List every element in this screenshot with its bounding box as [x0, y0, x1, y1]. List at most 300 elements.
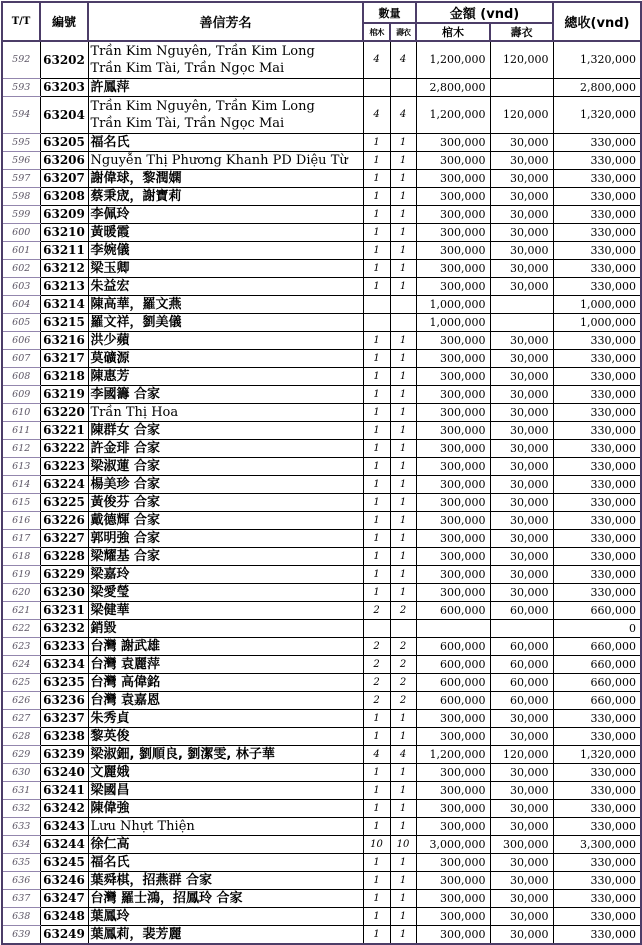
amount-shroud-cell: 30,000: [490, 853, 553, 871]
qty-shroud-cell: [390, 313, 416, 331]
amount-shroud-cell: 30,000: [490, 907, 553, 925]
donor-name-cell: [88, 313, 363, 331]
table-row: [2, 169, 641, 187]
donor-name-cell: [88, 907, 363, 925]
donor-name-cell: [88, 583, 363, 601]
col-subheader-amt-shroud: 壽衣: [490, 23, 553, 41]
qty-coffin-cell: [363, 78, 390, 96]
amount-coffin-cell: 300,000: [416, 259, 490, 277]
code-cell: 63244: [40, 835, 88, 853]
table-row: [2, 565, 641, 583]
code-cell: 63223: [40, 457, 88, 475]
qty-coffin-cell: 1: [363, 349, 390, 367]
row-number-cell: 635: [2, 853, 40, 871]
amount-coffin-cell: 300,000: [416, 925, 490, 944]
donor-name-line: 莫礦源: [90, 350, 130, 366]
row-number-cell: 601: [2, 241, 40, 259]
qty-shroud-cell: 1: [390, 583, 416, 601]
donor-name-line: 朱秀貞: [90, 710, 130, 726]
amount-shroud-cell: 30,000: [490, 205, 553, 223]
amount-coffin-cell: 1,000,000: [416, 313, 490, 331]
qty-shroud-cell: 2: [390, 655, 416, 673]
amount-coffin-cell: 300,000: [416, 277, 490, 295]
amount-shroud-cell: 30,000: [490, 925, 553, 944]
donor-name-line: 李國籌 合家: [90, 386, 161, 402]
table-row: [2, 925, 641, 944]
qty-coffin-cell: 2: [363, 601, 390, 619]
amount-coffin-cell: 300,000: [416, 781, 490, 799]
donor-name-line: 梁健華: [90, 602, 130, 618]
qty-shroud-cell: 10: [390, 835, 416, 853]
total-cell: 330,000: [553, 889, 641, 907]
qty-coffin-cell: 1: [363, 781, 390, 799]
donor-name-cell: [88, 871, 363, 889]
code-cell: 63247: [40, 889, 88, 907]
amount-coffin-cell: 300,000: [416, 133, 490, 151]
row-number-cell: 630: [2, 763, 40, 781]
qty-coffin-cell: 1: [363, 223, 390, 241]
qty-coffin-cell: 1: [363, 367, 390, 385]
amount-shroud-cell: [490, 295, 553, 313]
code-cell: 63249: [40, 925, 88, 944]
qty-shroud-cell: 1: [390, 223, 416, 241]
code-cell: 63238: [40, 727, 88, 745]
table-row: [2, 583, 641, 601]
qty-shroud-cell: 1: [390, 853, 416, 871]
table-row: [2, 475, 641, 493]
amount-coffin-cell: 300,000: [416, 799, 490, 817]
amount-shroud-cell: 30,000: [490, 241, 553, 259]
donor-name-line: 梁淑鈿, 劉順良, 劉潔雯, 林子華: [90, 746, 275, 762]
donor-name-line: Trần Kim Tài, Trần Ngọc Mai: [90, 60, 285, 76]
donor-name-line: 梁愛瑩: [90, 584, 130, 600]
donor-name-line: 黃俊芬 合家: [90, 494, 161, 510]
amount-coffin-cell: 600,000: [416, 637, 490, 655]
amount-shroud-cell: 30,000: [490, 151, 553, 169]
total-cell: 330,000: [553, 727, 641, 745]
qty-shroud-cell: 1: [390, 259, 416, 277]
amount-shroud-cell: 30,000: [490, 763, 553, 781]
row-number-cell: 615: [2, 493, 40, 511]
qty-shroud-cell: 1: [390, 763, 416, 781]
donor-name-cell: [88, 835, 363, 853]
qty-shroud-cell: 1: [390, 439, 416, 457]
amount-coffin-cell: 300,000: [416, 529, 490, 547]
row-number-cell: 628: [2, 727, 40, 745]
donor-name-line: 福名氏: [90, 854, 130, 870]
col-header-code: 編號: [40, 2, 88, 41]
row-number-cell: 595: [2, 133, 40, 151]
table-row: [2, 511, 641, 529]
code-cell: 63211: [40, 241, 88, 259]
code-cell: 63205: [40, 133, 88, 151]
amount-shroud-cell: 30,000: [490, 565, 553, 583]
qty-shroud-cell: 1: [390, 817, 416, 835]
row-number-cell: 613: [2, 457, 40, 475]
donor-name-line: 黃暖霞: [90, 224, 130, 240]
amount-shroud-cell: 30,000: [490, 493, 553, 511]
amount-coffin-cell: 300,000: [416, 853, 490, 871]
qty-coffin-cell: [363, 619, 390, 637]
table-row: [2, 96, 641, 133]
qty-shroud-cell: 1: [390, 457, 416, 475]
table-row: [2, 781, 641, 799]
total-cell: 330,000: [553, 241, 641, 259]
table-row: [2, 277, 641, 295]
amount-shroud-cell: 30,000: [490, 583, 553, 601]
donor-name-line: 黎英俊: [90, 728, 130, 744]
donor-name-cell: [88, 925, 363, 944]
row-number-cell: 610: [2, 403, 40, 421]
row-number-cell: 632: [2, 799, 40, 817]
table-row: [2, 241, 641, 259]
donor-name-cell: [88, 763, 363, 781]
qty-coffin-cell: 1: [363, 925, 390, 944]
donor-name-cell: [88, 745, 363, 763]
row-number-cell: 597: [2, 169, 40, 187]
amount-coffin-cell: 2,800,000: [416, 78, 490, 96]
total-cell: 330,000: [553, 331, 641, 349]
total-cell: 330,000: [553, 277, 641, 295]
total-cell: 330,000: [553, 367, 641, 385]
table-header: [2, 2, 641, 41]
donor-name-line: Lưu Nhựt Thiện: [90, 818, 195, 834]
qty-coffin-cell: 1: [363, 907, 390, 925]
qty-shroud-cell: 4: [390, 96, 416, 133]
code-cell: 63232: [40, 619, 88, 637]
qty-coffin-cell: 1: [363, 871, 390, 889]
total-cell: 330,000: [553, 853, 641, 871]
donor-name-line: 楊美珍 合家: [90, 476, 161, 492]
donor-name-cell: [88, 799, 363, 817]
amount-coffin-cell: 300,000: [416, 763, 490, 781]
amount-shroud-cell: 30,000: [490, 817, 553, 835]
table-row: [2, 745, 641, 763]
table-row: [2, 331, 641, 349]
qty-shroud-cell: 1: [390, 907, 416, 925]
qty-coffin-cell: 10: [363, 835, 390, 853]
donation-ledger-table: [1, 1, 642, 945]
amount-shroud-cell: 30,000: [490, 439, 553, 457]
row-number-cell: 609: [2, 385, 40, 403]
total-cell: 660,000: [553, 601, 641, 619]
donor-name-line: 台灣 高偉銘: [90, 674, 161, 690]
qty-shroud-cell: [390, 295, 416, 313]
total-cell: 1,320,000: [553, 96, 641, 133]
row-number-cell: 621: [2, 601, 40, 619]
row-number-cell: 604: [2, 295, 40, 313]
donor-name-cell: [88, 493, 363, 511]
table-row: [2, 421, 641, 439]
amount-shroud-cell: 300,000: [490, 835, 553, 853]
donor-name-line: Nguyễn Thị Phương Khanh PD Diệu Từ: [90, 152, 348, 168]
donor-name-line: 陳偉強: [90, 800, 130, 816]
row-number-cell: 618: [2, 547, 40, 565]
amount-shroud-cell: [490, 619, 553, 637]
qty-shroud-cell: 1: [390, 403, 416, 421]
donor-name-line: 台灣 羅士鴻，招鳳玲 合家: [90, 890, 243, 906]
total-cell: 330,000: [553, 907, 641, 925]
amount-coffin-cell: 300,000: [416, 511, 490, 529]
code-cell: 63246: [40, 871, 88, 889]
row-number-cell: 638: [2, 907, 40, 925]
code-cell: 63227: [40, 529, 88, 547]
donor-name-line: Trần Kim Nguyên, Trần Kim Long: [90, 43, 315, 59]
donor-name-cell: [88, 331, 363, 349]
qty-shroud-cell: 4: [390, 41, 416, 78]
total-cell: 330,000: [553, 781, 641, 799]
donor-name-line: 台灣 袁麗萍: [90, 656, 161, 672]
donor-name-cell: [88, 637, 363, 655]
table-row: [2, 457, 641, 475]
table-row: [2, 313, 641, 331]
donor-name-line: 戴德輝 合家: [90, 512, 161, 528]
code-cell: 63226: [40, 511, 88, 529]
qty-coffin-cell: 1: [363, 151, 390, 169]
code-cell: 63233: [40, 637, 88, 655]
amount-shroud-cell: 30,000: [490, 403, 553, 421]
total-cell: 330,000: [553, 259, 641, 277]
donor-name-line: 朱益宏: [90, 278, 130, 294]
qty-coffin-cell: 1: [363, 133, 390, 151]
donor-name-cell: [88, 223, 363, 241]
donor-name-cell: [88, 133, 363, 151]
amount-shroud-cell: 30,000: [490, 529, 553, 547]
donor-name-cell: [88, 853, 363, 871]
code-cell: 63216: [40, 331, 88, 349]
qty-shroud-cell: [390, 619, 416, 637]
code-cell: 63234: [40, 655, 88, 673]
qty-coffin-cell: 1: [363, 583, 390, 601]
qty-coffin-cell: [363, 295, 390, 313]
total-cell: 330,000: [553, 349, 641, 367]
amount-shroud-cell: 30,000: [490, 709, 553, 727]
table-row: [2, 817, 641, 835]
qty-coffin-cell: 1: [363, 763, 390, 781]
donor-name-cell: [88, 277, 363, 295]
total-cell: 660,000: [553, 673, 641, 691]
col-header-tt: T/T: [2, 2, 40, 41]
amount-shroud-cell: 60,000: [490, 655, 553, 673]
total-cell: 330,000: [553, 511, 641, 529]
amount-shroud-cell: 30,000: [490, 259, 553, 277]
code-cell: 63215: [40, 313, 88, 331]
total-cell: 330,000: [553, 223, 641, 241]
total-cell: 660,000: [553, 691, 641, 709]
amount-shroud-cell: 120,000: [490, 745, 553, 763]
code-cell: 63209: [40, 205, 88, 223]
donor-name-cell: [88, 385, 363, 403]
table-row: [2, 78, 641, 96]
qty-coffin-cell: 2: [363, 655, 390, 673]
qty-shroud-cell: 1: [390, 925, 416, 944]
total-cell: 330,000: [553, 475, 641, 493]
code-cell: 63218: [40, 367, 88, 385]
amount-coffin-cell: 300,000: [416, 727, 490, 745]
amount-shroud-cell: 30,000: [490, 457, 553, 475]
qty-coffin-cell: 1: [363, 331, 390, 349]
donor-name-cell: [88, 439, 363, 457]
code-cell: 63208: [40, 187, 88, 205]
table-row: [2, 493, 641, 511]
donor-name-cell: [88, 41, 363, 78]
donor-name-cell: [88, 187, 363, 205]
donor-name-line: 李婉儀: [90, 242, 130, 258]
qty-shroud-cell: 1: [390, 493, 416, 511]
qty-coffin-cell: 1: [363, 889, 390, 907]
code-cell: 63221: [40, 421, 88, 439]
donor-name-line: 謝偉球，黎潤嫻: [90, 170, 182, 186]
total-cell: 330,000: [553, 529, 641, 547]
amount-coffin-cell: 300,000: [416, 709, 490, 727]
total-cell: 330,000: [553, 421, 641, 439]
amount-shroud-cell: 30,000: [490, 385, 553, 403]
row-number-cell: 617: [2, 529, 40, 547]
code-cell: 63230: [40, 583, 88, 601]
code-cell: 63210: [40, 223, 88, 241]
row-number-cell: 605: [2, 313, 40, 331]
table-row: [2, 727, 641, 745]
donor-name-line: 李佩玲: [90, 206, 130, 222]
donor-name-cell: [88, 475, 363, 493]
col-header-total: 總收(vnd): [553, 2, 641, 41]
amount-shroud-cell: 30,000: [490, 133, 553, 151]
qty-shroud-cell: 2: [390, 601, 416, 619]
donor-name-cell: [88, 241, 363, 259]
code-cell: 63212: [40, 259, 88, 277]
amount-shroud-cell: 60,000: [490, 637, 553, 655]
donor-name-line: 郭明強 合家: [90, 530, 161, 546]
qty-shroud-cell: 2: [390, 637, 416, 655]
amount-coffin-cell: 300,000: [416, 331, 490, 349]
table-row: [2, 637, 641, 655]
donor-name-line: 許金琲 合家: [90, 440, 161, 456]
qty-shroud-cell: 1: [390, 241, 416, 259]
code-cell: 63214: [40, 295, 88, 313]
code-cell: 63242: [40, 799, 88, 817]
qty-coffin-cell: 1: [363, 421, 390, 439]
qty-coffin-cell: 4: [363, 96, 390, 133]
col-subheader-qty-shroud: 壽衣: [390, 23, 416, 41]
row-number-cell: 612: [2, 439, 40, 457]
qty-coffin-cell: 1: [363, 259, 390, 277]
amount-coffin-cell: 300,000: [416, 547, 490, 565]
qty-shroud-cell: 1: [390, 511, 416, 529]
code-cell: 63225: [40, 493, 88, 511]
donor-name-cell: [88, 151, 363, 169]
code-cell: 63235: [40, 673, 88, 691]
table-row: [2, 529, 641, 547]
total-cell: 0: [553, 619, 641, 637]
amount-coffin-cell: 1,200,000: [416, 96, 490, 133]
amount-coffin-cell: 1,200,000: [416, 745, 490, 763]
qty-coffin-cell: 1: [363, 205, 390, 223]
total-cell: 330,000: [553, 385, 641, 403]
table-body: [2, 41, 641, 944]
total-cell: 330,000: [553, 403, 641, 421]
row-number-cell: 620: [2, 583, 40, 601]
qty-coffin-cell: 1: [363, 529, 390, 547]
table-row: [2, 223, 641, 241]
donor-name-line: Trần Kim Tài, Trần Ngọc Mai: [90, 115, 285, 131]
amount-coffin-cell: 1,000,000: [416, 295, 490, 313]
donor-name-cell: [88, 547, 363, 565]
row-number-cell: 603: [2, 277, 40, 295]
qty-coffin-cell: 1: [363, 241, 390, 259]
donor-name-cell: [88, 403, 363, 421]
amount-shroud-cell: 30,000: [490, 367, 553, 385]
amount-coffin-cell: 300,000: [416, 349, 490, 367]
donor-name-line: 葉鳳莉，裴芳麗: [90, 926, 182, 942]
table-row: [2, 349, 641, 367]
donor-name-line: 許鳳萍: [90, 79, 130, 95]
amount-shroud-cell: 30,000: [490, 781, 553, 799]
qty-shroud-cell: 2: [390, 691, 416, 709]
total-cell: 330,000: [553, 817, 641, 835]
total-cell: 330,000: [553, 457, 641, 475]
donor-name-line: 梁耀基 合家: [90, 548, 161, 564]
amount-coffin-cell: 300,000: [416, 367, 490, 385]
table-row: [2, 151, 641, 169]
amount-coffin-cell: 600,000: [416, 673, 490, 691]
table-row: [2, 403, 641, 421]
donor-name-line: 台灣 袁嘉恩: [90, 692, 161, 708]
code-cell: 63241: [40, 781, 88, 799]
donor-name-line: 台灣 謝武雄: [90, 638, 161, 654]
code-cell: 63240: [40, 763, 88, 781]
donor-name-cell: [88, 259, 363, 277]
amount-shroud-cell: 30,000: [490, 889, 553, 907]
row-number-cell: 593: [2, 78, 40, 96]
donor-name-line: 梁淑蓮 合家: [90, 458, 161, 474]
row-number-cell: 633: [2, 817, 40, 835]
row-number-cell: 637: [2, 889, 40, 907]
donor-name-line: 梁玉卿: [90, 260, 130, 276]
row-number-cell: 631: [2, 781, 40, 799]
code-cell: 63248: [40, 907, 88, 925]
qty-shroud-cell: 1: [390, 367, 416, 385]
code-cell: 63229: [40, 565, 88, 583]
amount-coffin-cell: 300,000: [416, 187, 490, 205]
total-cell: 660,000: [553, 655, 641, 673]
table-row: [2, 853, 641, 871]
code-cell: 63206: [40, 151, 88, 169]
amount-coffin-cell: 1,200,000: [416, 41, 490, 78]
amount-coffin-cell: 300,000: [416, 385, 490, 403]
qty-shroud-cell: 1: [390, 331, 416, 349]
code-cell: 63245: [40, 853, 88, 871]
donor-name-line: 文麗娥: [90, 764, 130, 780]
qty-coffin-cell: 1: [363, 169, 390, 187]
amount-coffin-cell: 300,000: [416, 889, 490, 907]
amount-coffin-cell: 300,000: [416, 475, 490, 493]
donor-name-cell: [88, 727, 363, 745]
table-row: [2, 835, 641, 853]
row-number-cell: 592: [2, 41, 40, 78]
table-row: [2, 547, 641, 565]
code-cell: 63243: [40, 817, 88, 835]
qty-shroud-cell: 1: [390, 727, 416, 745]
amount-shroud-cell: 30,000: [490, 187, 553, 205]
qty-coffin-cell: [363, 313, 390, 331]
col-header-amount-group: 金額 (vnd): [416, 2, 553, 23]
amount-shroud-cell: 30,000: [490, 421, 553, 439]
qty-coffin-cell: 1: [363, 187, 390, 205]
amount-shroud-cell: [490, 78, 553, 96]
donor-name-line: 梁國昌: [90, 782, 130, 798]
donor-name-line: 徐仁高: [90, 836, 130, 852]
total-cell: 1,000,000: [553, 295, 641, 313]
